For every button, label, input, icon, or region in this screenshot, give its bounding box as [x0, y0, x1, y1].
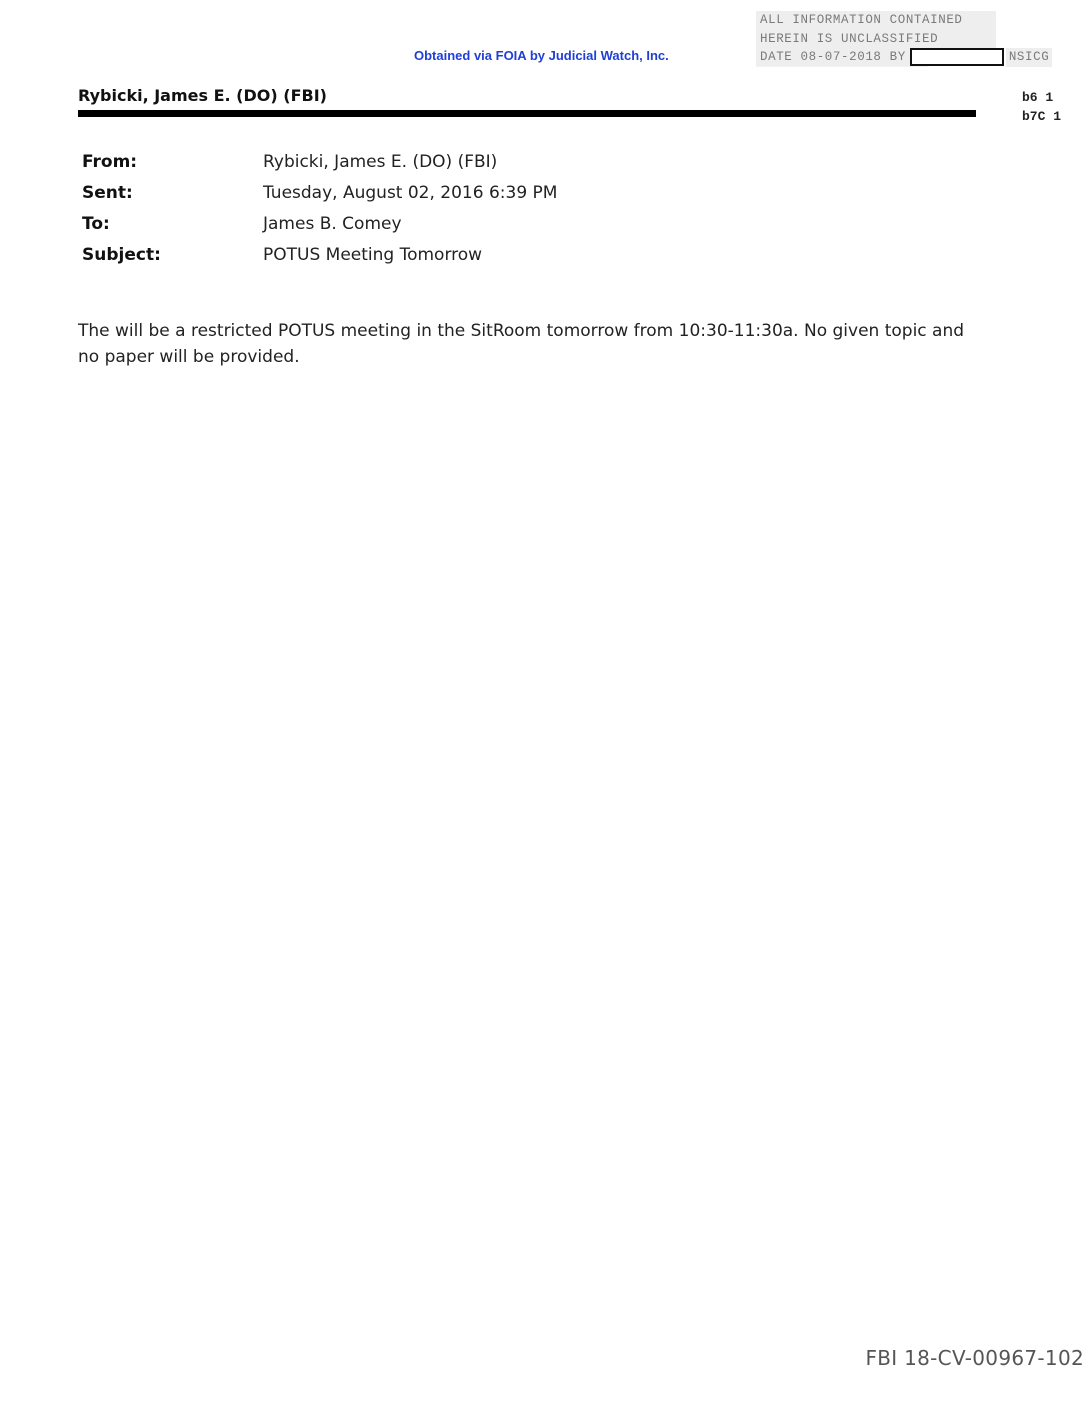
to-value: James B. Comey — [263, 213, 402, 234]
exemption-b7c: b7C 1 — [1022, 109, 1062, 124]
from-label: From: — [82, 151, 138, 172]
subject-value: POTUS Meeting Tomorrow — [263, 244, 483, 265]
to-label: To: — [82, 213, 110, 234]
stamp-suffix: NSICG — [1006, 48, 1053, 67]
redaction-box — [910, 48, 1004, 66]
sent-label: Sent: — [82, 182, 133, 203]
stamp-date: DATE 08-07-2018 BY — [760, 50, 906, 64]
email-headers — [82, 146, 557, 270]
declassification-stamp — [756, 11, 1078, 67]
email-body: The will be a restricted POTUS meeting in the SitRoom tomorrow from 10:30-11:30a. No given topic and no paper will be provided. — [78, 321, 965, 367]
subject-row — [82, 239, 557, 270]
exemption-codes — [1022, 88, 1061, 126]
exemption-b6: b6 1 — [1022, 90, 1054, 105]
to-row — [82, 208, 557, 239]
from-row — [82, 146, 557, 177]
from-value: Rybicki, James E. (DO) (FBI) — [263, 151, 498, 172]
sent-value: Tuesday, August 02, 2016 6:39 PM — [263, 182, 558, 203]
bates-number: FBI 18-CV-00967-102 — [865, 1346, 1084, 1370]
header-rule — [78, 110, 976, 117]
stamp-line-3 — [756, 48, 1078, 67]
foia-watermark: Obtained via FOIA by Judicial Watch, Inc. — [414, 48, 669, 63]
sent-row — [82, 177, 557, 208]
stamp-line-2: HEREIN IS UNCLASSIFIED — [756, 30, 996, 49]
document-header-name: Rybicki, James E. (DO) (FBI) — [78, 86, 327, 105]
stamp-line-1: ALL INFORMATION CONTAINED — [756, 11, 996, 30]
subject-label: Subject: — [82, 244, 161, 265]
